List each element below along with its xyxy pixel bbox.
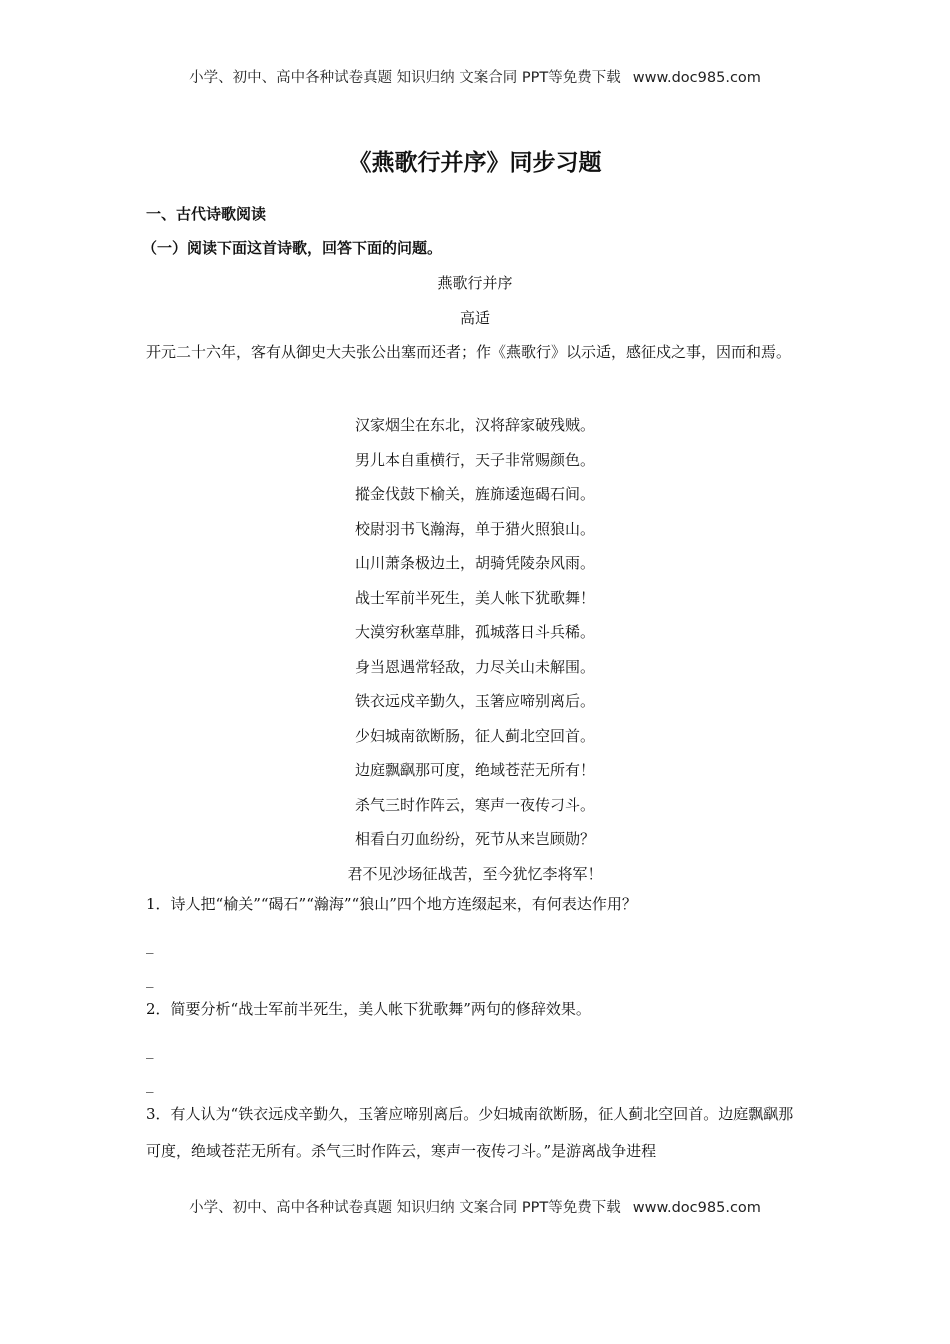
question-2: 2．简要分析“战士军前半死生，美人帐下犹歌舞”两句的修辞效果。 — [146, 1000, 591, 1018]
answer-blank[interactable]: _ — [146, 936, 154, 954]
answer-blank[interactable]: _ — [146, 1075, 154, 1093]
poem-line: 杀气三时作阵云，寒声一夜传刁斗。 — [354, 795, 595, 814]
footer-url[interactable]: www.doc985.com — [632, 1200, 761, 1216]
poem-line: 山川萧条极边土，胡骑凭陵杂风雨。 — [354, 554, 595, 572]
poem-line: 铁衣远戍辛勤久，玉箸应啼别离后。 — [354, 692, 595, 710]
section-heading: 一、古代诗歌阅读 — [146, 205, 267, 223]
poem-line: 男儿本自重横行，天子非常赐颜色。 — [354, 450, 595, 469]
footer-text: 小学、初中、高中各种试卷真题 知识归纳 文案合同 PPT等免费下载 — [189, 1200, 621, 1216]
poem-author: 高适 — [459, 309, 490, 327]
subsection-heading: （一）阅读下面这首诗歌，回答下面的问题。 — [142, 239, 443, 257]
question-1: 1．诗人把“榆关”“碣石”“瀚海”“狼山”四个地方连缀起来，有何表达作用？ — [146, 895, 637, 913]
answer-blank[interactable]: _ — [146, 970, 154, 988]
poem-title: 燕歌行并序 — [437, 274, 513, 292]
poem-line: 战士军前半死生，美人帐下犹歌舞！ — [354, 588, 595, 607]
page-header — [0, 66, 950, 87]
poem-line: 君不见沙场征战苦，至今犹忆李将军！ — [347, 864, 603, 883]
question-3: 3．有人认为“铁衣远戍辛勤久，玉箸应啼别离后。少妇城南欲断肠，征人蓟北空回首。边庭飘飖那可度，绝域苍茫无所有。杀气三时作阵云，寒声一夜传刁斗。”是游离战争进程 — [146, 1105, 794, 1160]
poem-preface: 开元二十六年，客有从御史大夫张公出塞而还者；作《燕歌行》以示适，感征戍之事，因而和焉。 — [146, 343, 792, 361]
page-title: 《燕歌行并序》同步习题 — [348, 150, 602, 176]
poem-line: 少妇城南欲断肠，征人蓟北空回首。 — [354, 726, 595, 745]
answer-blank[interactable]: _ — [146, 1041, 154, 1059]
poem-lines — [0, 408, 950, 891]
poem-line: 相看白刃血纷纷，死节从来岂顾勋？ — [354, 830, 595, 848]
header-text: 小学、初中、高中各种试卷真题 知识归纳 文案合同 PPT等免费下载 — [189, 70, 621, 86]
poem-line: 汉家烟尘在东北，汉将辞家破残贼。 — [354, 416, 595, 434]
poem-line: 大漠穷秋塞草腓，孤城落日斗兵稀。 — [354, 623, 595, 641]
header-url[interactable]: www.doc985.com — [632, 70, 761, 86]
poem-line: 身当恩遇常轻敌，力尽关山未解围。 — [354, 657, 595, 676]
poem-line: 校尉羽书飞瀚海，单于猎火照狼山。 — [354, 519, 595, 538]
poem-line: 摐金伐鼓下榆关，旌旆逶迤碣石间。 — [354, 485, 595, 503]
page-footer — [0, 1196, 950, 1217]
poem-line: 边庭飘飖那可度，绝域苍茫无所有！ — [354, 761, 595, 779]
